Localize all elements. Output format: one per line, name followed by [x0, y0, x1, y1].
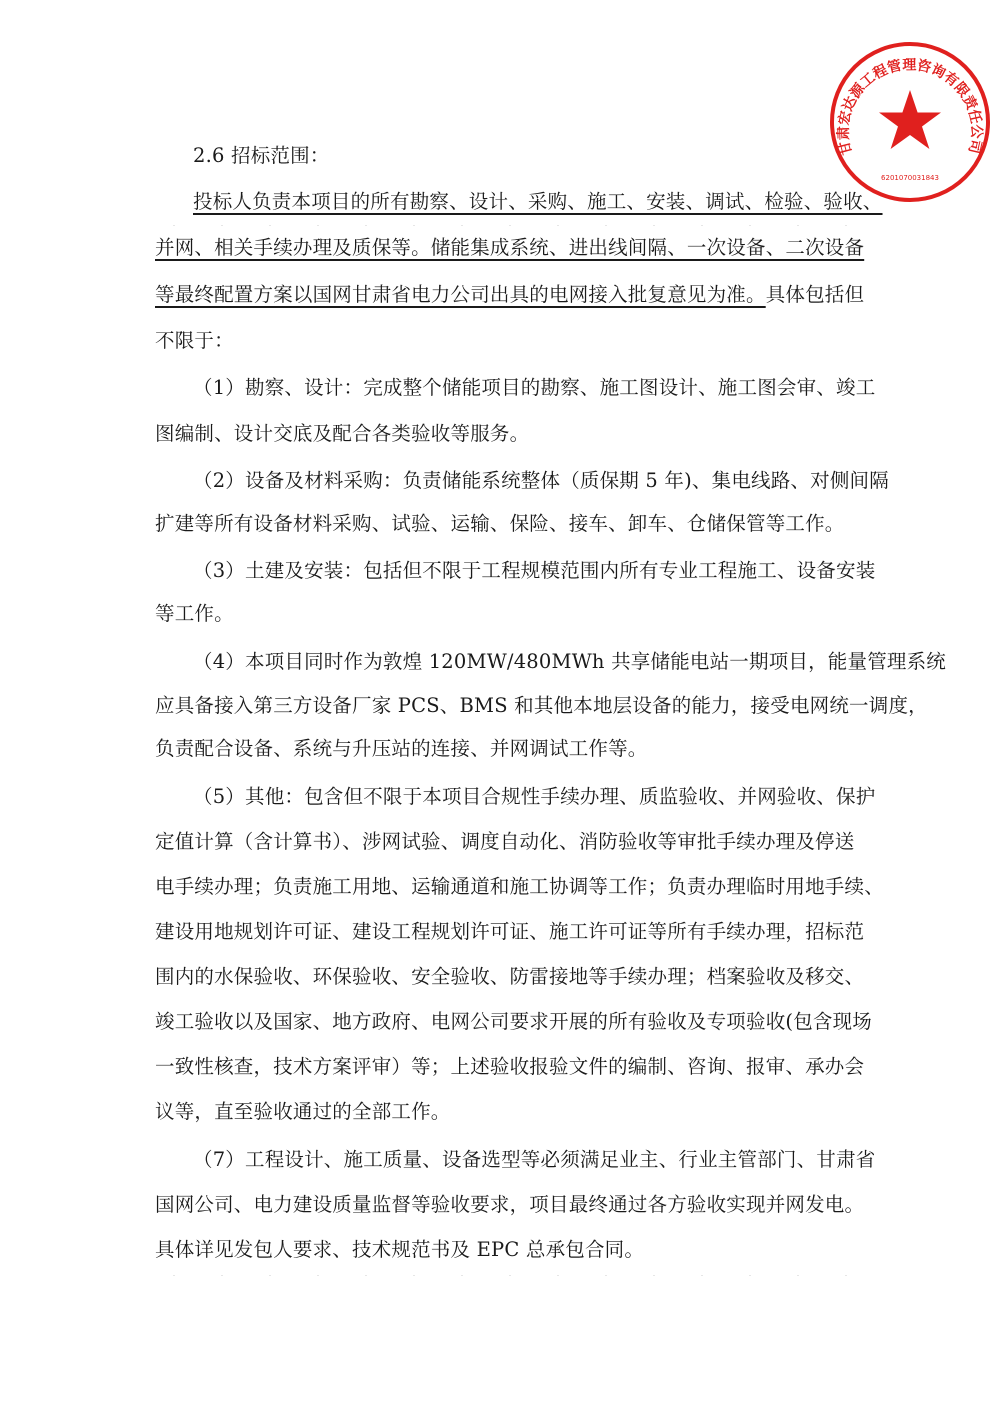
intro-underlined: 等最终配置方案以国网甘肃省电力公司出具的电网接入批复意见为准。 [155, 283, 766, 306]
intro-tail: 具体包括但 [765, 283, 865, 306]
item-4-line: （4）本项目同时作为敦煌 120MW/480MWh 共享储能电站一期项目，能量管理系统 [193, 650, 946, 673]
item-2-line: 扩建等所有设备材料采购、试验、运输、保险、接车、卸车、仓储保管等工作。 [155, 512, 845, 535]
item-5-line: 围内的水保验收、环保验收、安全验收、防雷接地等手续办理；档案验收及移交、 [155, 965, 865, 988]
item-3-line: 等工作。 [155, 602, 234, 625]
item-5-line: 定值计算（含计算书）、涉网试验、调度自动化、消防验收等审批手续办理及停送 [155, 830, 855, 853]
intro-line [155, 283, 885, 307]
item-7-line: （7）工程设计、施工质量、设备选型等必须满足业主、行业主管部门、甘肃省 [193, 1148, 876, 1171]
item-2-line: （2）设备及材料采购：负责储能系统整体（质保期 5 年)、集电线路、对侧间隔 [193, 469, 889, 492]
item-7-line: 具体详见发包人要求、技术规范书及 EPC 总承包合同。 [155, 1238, 645, 1261]
section-title: 2.6 招标范围： [193, 144, 330, 167]
item-5-line: 电手续办理；负责施工用地、运输通道和施工协调等工作；负责办理临时用地手续、 [155, 875, 884, 898]
intro-line: 并网、相关手续办理及质保等。储能集成系统、进出线间隔、一次设备、二次设备 [155, 236, 865, 259]
item-5-line: 一致性核查，技术方案评审）等；上述验收报验文件的编制、咨询、报审、承办会 [155, 1055, 865, 1078]
item-1-line: 图编制、设计交底及配合各类验收等服务。 [155, 422, 530, 445]
seal-code: 6201070031843 [881, 174, 939, 182]
item-4-line: 应具备接入第三方设备厂家 PCS、BMS 和其他本地层设备的能力，接受电网统一调度， [155, 694, 928, 717]
intro-line: 投标人负责本项目的所有勘察、设计、采购、施工、安装、调试、检验、验收、 [193, 190, 883, 213]
item-5-line: 议等，直至验收通过的全部工作。 [155, 1100, 451, 1123]
item-5-line: （5）其他：包含但不限于本项目合规性手续办理、质监验收、并网验收、保护 [193, 785, 876, 808]
item-1-line: （1）勘察、设计：完成整个储能项目的勘察、施工图设计、施工图会审、竣工 [193, 376, 876, 399]
item-4-line: 负责配合设备、系统与升压站的连接、并网调试工作等。 [155, 737, 648, 760]
star-icon [879, 90, 941, 149]
seal-text: 甘肃宏达源工程管理咨询有限责任公司 [835, 57, 985, 157]
item-5-line: 建设用地规划许可证、建设工程规划许可证、施工许可证等所有手续办理，招标范 [155, 920, 865, 943]
item-3-line: （3）土建及安装：包括但不限于工程规模范围内所有专业工程施工、设备安装 [193, 559, 876, 582]
company-seal [826, 38, 994, 206]
item-5-line: 竣工验收以及国家、地方政府、电网公司要求开展的所有验收及专项验收(包含现场 [155, 1010, 873, 1033]
item-7-line: 国网公司、电力建设质量监督等验收要求，项目最终通过各方验收实现并网发电。 [155, 1193, 865, 1216]
intro-line: 不限于： [155, 329, 234, 352]
